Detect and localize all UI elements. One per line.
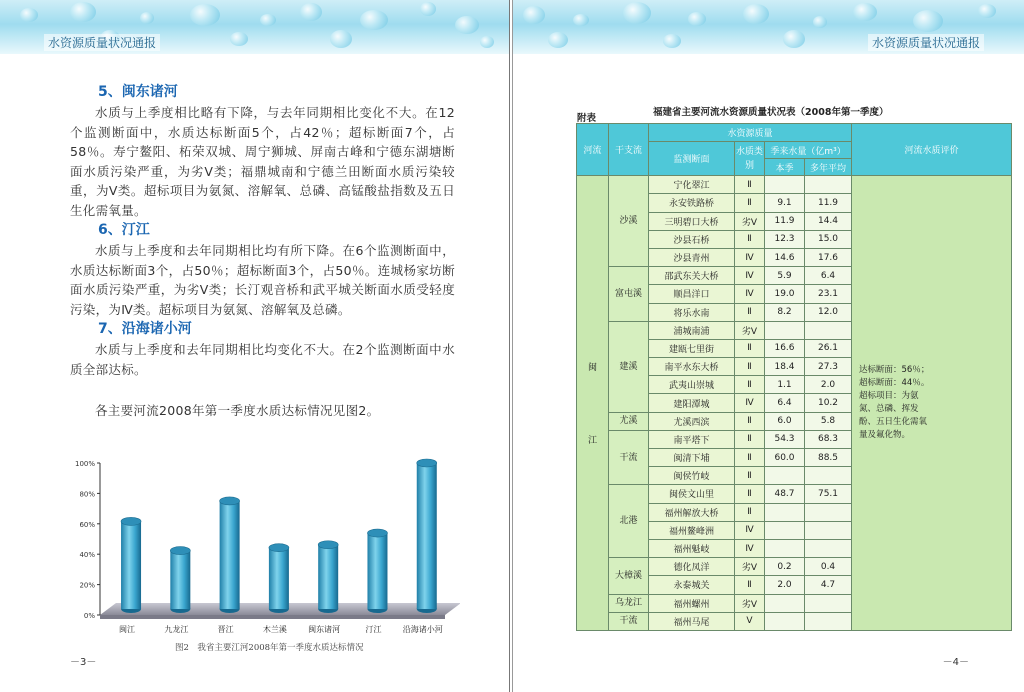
header-title-left: 水资源质量状况通报: [44, 34, 160, 51]
appendix-label: 附表: [577, 113, 597, 124]
site-cell: 福州马尾: [649, 612, 735, 630]
category-cell: Ⅱ: [735, 339, 765, 357]
evaluation-cell: [852, 176, 1012, 631]
flow-avg-cell: 26.1: [805, 339, 852, 357]
chart-category-label: 闽江: [119, 625, 136, 634]
flow-current-cell: 6.0: [765, 412, 805, 430]
chart-category-label: 晋江: [217, 625, 234, 634]
flow-current-cell: 48.7: [765, 485, 805, 503]
category-cell: Ⅱ: [735, 485, 765, 503]
chart-bar: [170, 547, 190, 613]
chart-bar-body: [170, 551, 190, 609]
flow-avg-cell: 15.0: [805, 230, 852, 248]
category-cell: Ⅳ: [735, 521, 765, 539]
branch-cell: 富屯溪: [609, 267, 649, 322]
water-drop-banner-right: [513, 0, 1024, 54]
flow-avg-cell: 6.4: [805, 267, 852, 285]
category-cell: Ⅱ: [735, 576, 765, 594]
flow-avg-cell: 10.2: [805, 394, 852, 412]
flow-current-cell: 14.6: [765, 248, 805, 266]
chart-svg: [60, 455, 460, 640]
site-cell: 福州螺州: [649, 594, 735, 612]
site-cell: 沙县青州: [649, 248, 735, 266]
category-cell: Ⅱ: [735, 430, 765, 448]
flow-current-cell: [765, 503, 805, 521]
branch-cell: 尤溪: [609, 412, 649, 430]
river-name-char: 江: [587, 436, 597, 447]
site-cell: 武夷山崇城: [649, 376, 735, 394]
chart-category-label: 九龙江: [164, 625, 189, 634]
th-site: 监测断面: [649, 142, 735, 176]
flow-avg-cell: [805, 612, 852, 630]
site-cell: 南平水东大桥: [649, 358, 735, 376]
header-title-right: 水资源质量状况通报: [868, 34, 984, 51]
branch-cell: 乌龙江: [609, 594, 649, 612]
category-cell: Ⅱ: [735, 358, 765, 376]
branch-cell: 北港: [609, 485, 649, 558]
flow-avg-cell: 23.1: [805, 285, 852, 303]
site-cell: 将乐水南: [649, 303, 735, 321]
chart-category-label: 沿海诸小河: [402, 625, 443, 634]
chart-category-label: 闽东诸河: [308, 625, 341, 634]
category-cell: 劣Ⅴ: [735, 321, 765, 339]
category-cell: Ⅱ: [735, 230, 765, 248]
site-cell: 尤溪西滨: [649, 412, 735, 430]
branch-cell: 干流: [609, 430, 649, 485]
site-cell: 福州鳌峰洲: [649, 521, 735, 539]
chart-bar-body: [121, 521, 141, 609]
category-cell: Ⅱ: [735, 503, 765, 521]
category-cell: Ⅱ: [735, 194, 765, 212]
right-page: [512, 0, 1024, 692]
category-cell: Ⅱ: [735, 176, 765, 194]
left-page-body: [70, 82, 455, 421]
flow-current-cell: [765, 539, 805, 557]
evaluation-line: 量及氟化物。: [859, 430, 911, 441]
chart-bar-body: [318, 545, 338, 609]
chart-bar: [318, 541, 338, 613]
site-cell: 邵武东关大桥: [649, 267, 735, 285]
flow-current-cell: [765, 594, 805, 612]
category-cell: Ⅴ: [735, 612, 765, 630]
chart-bar: [220, 497, 240, 613]
flow-avg-cell: 12.0: [805, 303, 852, 321]
site-cell: 顺昌洋口: [649, 285, 735, 303]
th-category: 水质类别: [735, 142, 765, 176]
category-cell: 劣Ⅴ: [735, 594, 765, 612]
site-cell: 德化凤洋: [649, 558, 735, 576]
flow-avg-cell: 14.4: [805, 212, 852, 230]
site-cell: 闽清下埔: [649, 449, 735, 467]
flow-current-cell: 9.1: [765, 194, 805, 212]
chart-category-label: 木兰溪: [262, 625, 287, 634]
chart-bar-cap: [121, 517, 141, 525]
flow-current-cell: 60.0: [765, 449, 805, 467]
flow-current-cell: 5.9: [765, 267, 805, 285]
left-page: [0, 0, 510, 692]
flow-avg-cell: 88.5: [805, 449, 852, 467]
flow-current-cell: 19.0: [765, 285, 805, 303]
flow-avg-cell: [805, 521, 852, 539]
flow-avg-cell: [805, 539, 852, 557]
page-number-right: －4－: [942, 657, 969, 668]
branch-cell: 干流: [609, 612, 649, 630]
chart-bar-cap: [417, 459, 437, 467]
river-name-char: 闽: [587, 363, 597, 374]
compliance-bar-chart: [60, 455, 460, 640]
category-cell: Ⅱ: [735, 376, 765, 394]
chart-bar-body: [367, 533, 387, 609]
chart-bar-cap: [318, 541, 338, 549]
site-cell: 闽侯竹岐: [649, 467, 735, 485]
site-cell: 福州解放大桥: [649, 503, 735, 521]
flow-avg-cell: [805, 503, 852, 521]
th-river: 河流: [577, 124, 609, 176]
chart-bar-body: [220, 501, 240, 609]
th-branch: 干支流: [609, 124, 649, 176]
category-cell: Ⅳ: [735, 394, 765, 412]
flow-avg-cell: [805, 321, 852, 339]
site-cell: 永泰城关: [649, 576, 735, 594]
table-body: [577, 176, 1012, 631]
branch-cell: 大樟溪: [609, 558, 649, 594]
flow-avg-cell: 2.0: [805, 376, 852, 394]
site-cell: 建瓯七里街: [649, 339, 735, 357]
site-cell: 三明碧口大桥: [649, 212, 735, 230]
flow-current-cell: [765, 521, 805, 539]
category-cell: Ⅱ: [735, 467, 765, 485]
flow-avg-cell: 11.9: [805, 194, 852, 212]
th-flow-avg: 多年平均: [805, 159, 852, 176]
evaluation-line: 氮、总磷、挥发: [859, 404, 919, 415]
figure-caption: 图2 我省主要江河2008年第一季度水质达标情况: [175, 643, 364, 653]
flow-avg-cell: 68.3: [805, 430, 852, 448]
flow-avg-cell: 4.7: [805, 576, 852, 594]
site-cell: 福州魁岐: [649, 539, 735, 557]
site-cell: 南平塔下: [649, 430, 735, 448]
chart-bar-cap: [220, 497, 240, 505]
water-drop-banner-left: [0, 0, 509, 54]
chart-bar-body: [417, 463, 437, 609]
evaluation-line: 超标项目：为氨: [859, 391, 919, 402]
chart-y-tick-label: 60%: [79, 520, 95, 529]
table-title: 福建省主要河流水资源质量状况表（2008年第一季度）: [653, 107, 889, 118]
site-cell: 建阳潭城: [649, 394, 735, 412]
flow-current-cell: [765, 176, 805, 194]
chart-bar: [367, 529, 387, 613]
flow-current-cell: 18.4: [765, 358, 805, 376]
section-paragraph-coastal: 水质与上季度和去年同期相比均变化不大。在2个监测断面中水质全部达标。: [70, 342, 455, 377]
chart-bars-group: [121, 459, 437, 613]
figure-lead-text: 各主要河流2008年第一季度水质达标情况见图2。: [95, 403, 380, 418]
flow-avg-cell: [805, 594, 852, 612]
flow-current-cell: 12.3: [765, 230, 805, 248]
site-cell: 宁化翠江: [649, 176, 735, 194]
flow-avg-cell: 0.4: [805, 558, 852, 576]
chart-y-tick-label: 0%: [83, 612, 95, 620]
flow-current-cell: 6.4: [765, 394, 805, 412]
flow-avg-cell: 5.8: [805, 412, 852, 430]
chart-bar-cap: [367, 529, 387, 537]
site-cell: 沙县石桥: [649, 230, 735, 248]
flow-current-cell: 1.1: [765, 376, 805, 394]
flow-current-cell: 11.9: [765, 212, 805, 230]
flow-avg-cell: [805, 176, 852, 194]
chart-bar: [269, 544, 289, 613]
chart-bar: [121, 517, 141, 613]
chart-y-tick-label: 20%: [79, 581, 95, 590]
evaluation-line: 酚、五日生化需氧: [859, 417, 928, 428]
th-evaluation: 河流水质评价: [852, 124, 1012, 176]
flow-current-cell: [765, 467, 805, 485]
category-cell: Ⅳ: [735, 248, 765, 266]
flow-avg-cell: 17.6: [805, 248, 852, 266]
page-number-left: －3－: [70, 657, 97, 668]
flow-current-cell: 16.6: [765, 339, 805, 357]
chart-floor-edge: [100, 615, 445, 619]
table-row: [577, 176, 1012, 194]
site-cell: 永安铁路桥: [649, 194, 735, 212]
chart-category-label: 汀江: [365, 625, 382, 634]
section-paragraph-tingjiang: 水质与上季度和去年同期相比均有所下降。在6个监测断面中，水质达标断面3个，占50％；超标断面3个，占50％。连城杨家坊断面水质污染严重，为劣Ⅴ类；长汀观音桥和武平城关断面水质受轻度污染，为Ⅳ类。超标项目为氨氮、溶解氧及总磷。: [70, 243, 455, 317]
chart-category-labels: [119, 624, 443, 634]
flow-current-cell: 0.2: [765, 558, 805, 576]
branch-cell: 沙溪: [609, 176, 649, 267]
flow-current-cell: [765, 321, 805, 339]
evaluation-text: [853, 364, 1010, 442]
category-cell: Ⅳ: [735, 285, 765, 303]
th-flow-current: 本季: [765, 159, 805, 176]
chart-bar-cap: [170, 547, 190, 555]
category-cell: Ⅱ: [735, 412, 765, 430]
th-flow-group: 季来水量（亿m³）: [765, 142, 852, 159]
flow-current-cell: [765, 612, 805, 630]
chart-y-tick-label: 40%: [79, 551, 95, 560]
th-quality-group: 水资源质量: [649, 124, 852, 142]
category-cell: 劣Ⅴ: [735, 558, 765, 576]
category-cell: 劣Ⅴ: [735, 212, 765, 230]
flow-avg-cell: [805, 467, 852, 485]
chart-y-tick-label: 80%: [79, 490, 95, 499]
water-quality-table: [576, 123, 1012, 631]
section-title-coastal: 7、沿海诸小河: [98, 321, 192, 337]
category-cell: Ⅱ: [735, 449, 765, 467]
category-cell: Ⅱ: [735, 303, 765, 321]
category-cell: Ⅳ: [735, 539, 765, 557]
section-paragraph-mindong: 水质与上季度相比略有下降，与去年同期相比变化不大。在12个监测断面中，水质达标断面5个，占42％；超标断面7个，占58％。寿宁鳌阳、柘荣双城、周宁狮城、屏南古峰和宁德东湖塘断面水质污染严重，为劣Ⅴ类；福鼎城南和宁德兰田断面水质污染较重，为Ⅴ类。超标项目为氨氮、溶解氧、总磷、高锰酸盐指数及五日生化需氧量。: [70, 105, 455, 218]
site-cell: 浦城南浦: [649, 321, 735, 339]
branch-cell: 建溪: [609, 321, 649, 412]
section-title-mindong: 5、闽东诸河: [98, 84, 178, 100]
site-cell: 闽侯文山里: [649, 485, 735, 503]
river-name-cell: [577, 176, 609, 631]
flow-current-cell: 8.2: [765, 303, 805, 321]
chart-bar-cap: [269, 544, 289, 552]
chart-bar: [417, 459, 437, 613]
flow-avg-cell: 27.3: [805, 358, 852, 376]
evaluation-line: 达标断面：56％；: [859, 365, 930, 376]
table-header-row-1: [577, 124, 1012, 142]
flow-current-cell: 54.3: [765, 430, 805, 448]
water-quality-table-wrapper: [576, 123, 1011, 631]
chart-bar-body: [269, 548, 289, 609]
chart-y-tick-label: 100%: [74, 460, 95, 468]
category-cell: Ⅳ: [735, 267, 765, 285]
flow-current-cell: 2.0: [765, 576, 805, 594]
section-title-tingjiang: 6、汀江: [98, 222, 150, 238]
evaluation-line: 超标断面：44％。: [859, 378, 930, 389]
flow-avg-cell: 75.1: [805, 485, 852, 503]
